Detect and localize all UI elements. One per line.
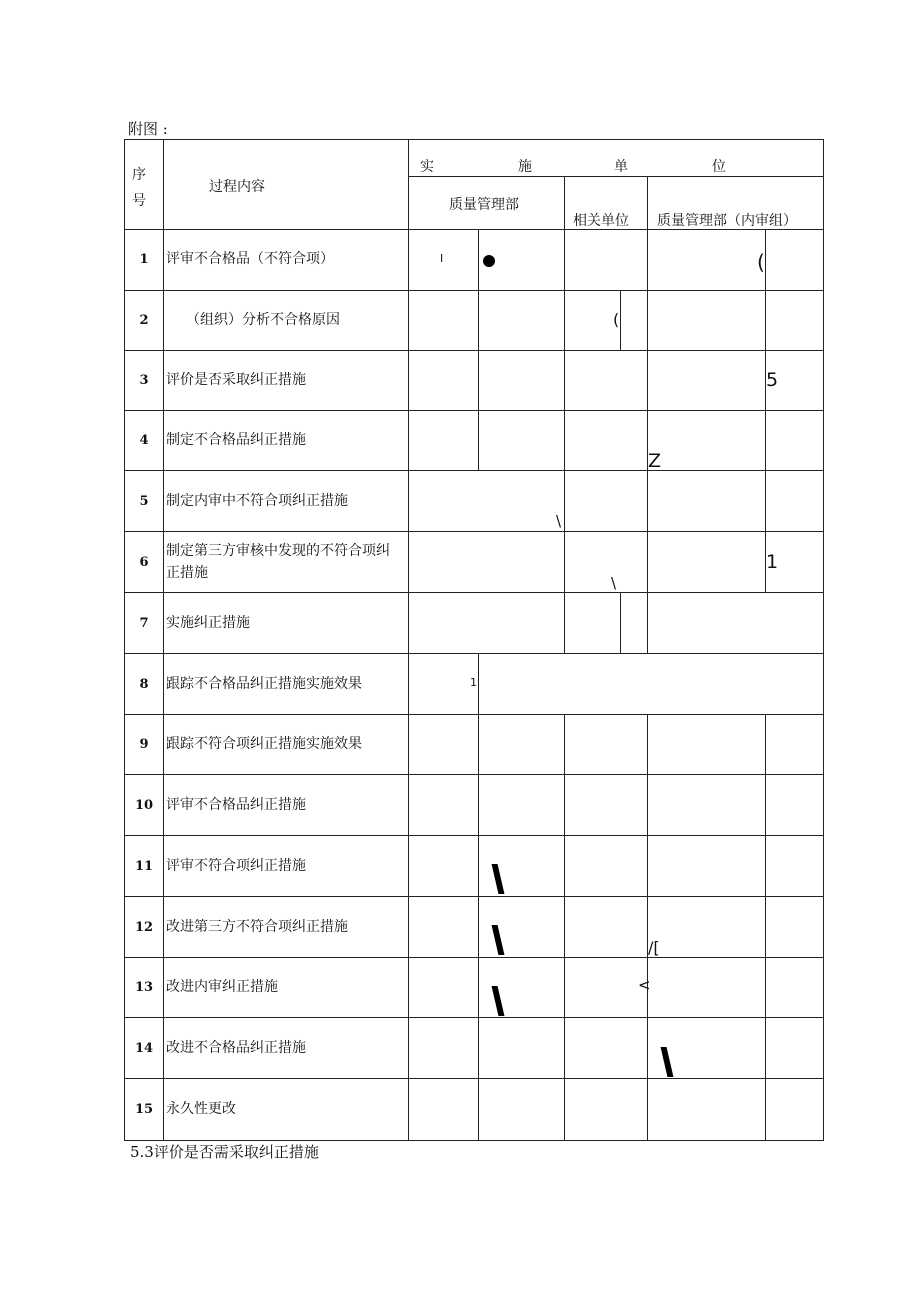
row-divider [124, 531, 824, 532]
row-content: 制定不合格品纠正措施 [166, 432, 306, 448]
backslash-mark: \ [611, 574, 617, 592]
row-divider [124, 653, 824, 654]
header-impl-char: 实 [420, 159, 434, 175]
row-content: 制定第三方审核中发现的不符合项纠正措施 [166, 543, 390, 581]
cell-divider [478, 653, 479, 1141]
row-content: （组织）分析不合格原因 [186, 312, 340, 328]
cell-divider [564, 714, 565, 1141]
table-top-border [124, 139, 824, 140]
row-number: 13 [134, 980, 154, 995]
row-content: 评审不合格品纠正措施 [166, 797, 306, 813]
less-than-mark: < [638, 976, 651, 994]
row-content: 改进第三方不符合项纠正措施 [166, 919, 348, 935]
row-content: 跟踪不合格品纠正措施实施效果 [166, 676, 362, 692]
header-related-unit: 相关单位 [573, 213, 629, 229]
header-seq-1: 序 [132, 167, 146, 183]
row-number: 5 [139, 494, 149, 509]
content-column-divider [408, 139, 409, 1141]
header-subdivider [408, 176, 824, 177]
row-number: 4 [139, 433, 149, 448]
figure-caption: 附图 : [128, 120, 168, 138]
backslash-mark: \ [556, 512, 562, 530]
row-content: 实施纠正措施 [166, 615, 250, 631]
cell-divider [478, 229, 479, 471]
bullet-dot-icon [483, 255, 495, 267]
cell-divider [647, 229, 648, 654]
row-divider [124, 410, 824, 411]
slash-stroke-icon [492, 864, 505, 894]
row-divider [124, 714, 824, 715]
row-content: 评价是否采取纠正措施 [166, 372, 306, 388]
row-divider [124, 1078, 824, 1079]
paren-mark: ( [757, 250, 765, 274]
row-content: 永久性更改 [166, 1101, 236, 1117]
header-impl-char: 单 [614, 159, 628, 175]
row-number: 15 [134, 1102, 154, 1117]
row-divider [124, 835, 824, 836]
section-heading: 5.3评价是否需采取纠正措施 [130, 1143, 319, 1161]
row-number: 3 [139, 373, 149, 388]
z-mark: Z [648, 450, 662, 472]
header-quality-dept: 质量管理部 [449, 197, 519, 213]
row-number: 12 [134, 920, 154, 935]
cell-divider [620, 290, 621, 351]
slash-bracket-mark: /[ [648, 938, 660, 957]
cell-divider [564, 470, 565, 653]
row-number: 11 [134, 859, 154, 874]
row-number: 6 [139, 555, 149, 570]
cell-divider [765, 714, 766, 1141]
row-number: 10 [134, 798, 154, 813]
row-number: 2 [139, 313, 149, 328]
row-content: 跟踪不符合项纠正措施实施效果 [166, 736, 362, 752]
table-right-border [823, 139, 824, 1141]
bar-mark: I [440, 252, 444, 265]
row-number: 14 [134, 1041, 154, 1056]
row-divider [124, 896, 824, 897]
row-content: 评审不合格品（不符合项） [166, 251, 334, 267]
cell-divider [564, 229, 565, 471]
header-col-divider [564, 176, 565, 230]
paren-mark: ( [613, 310, 620, 329]
row-number: 1 [139, 252, 149, 267]
header-seq-2: 号 [132, 193, 146, 209]
cell-divider [765, 229, 766, 593]
header-impl-char: 施 [518, 159, 532, 175]
row-divider [124, 470, 824, 471]
row-content: 改进内审纠正措施 [166, 979, 278, 995]
digit-mark: 5 [766, 369, 779, 391]
header-quality-audit: 质量管理部（内审组） [657, 213, 797, 229]
row-divider [124, 290, 824, 291]
slash-stroke-icon [492, 925, 505, 955]
row-divider [124, 592, 824, 593]
slash-stroke-icon [492, 986, 505, 1016]
header-process-content: 过程内容 [209, 179, 265, 195]
row-number: 9 [139, 737, 149, 752]
row-content: 制定内审中不符合项纠正措施 [166, 493, 348, 509]
row-content: 改进不合格品纠正措施 [166, 1040, 306, 1056]
row-divider [124, 350, 824, 351]
slash-stroke-icon [661, 1047, 674, 1077]
digit-mark: 1 [470, 676, 477, 689]
row-content: 评审不符合项纠正措施 [166, 858, 306, 874]
row-divider [124, 1017, 824, 1018]
row-number: 8 [139, 677, 149, 692]
row-number: 7 [139, 616, 149, 631]
header-col-divider [647, 176, 648, 230]
cell-divider [647, 714, 648, 1141]
header-impl-char: 位 [712, 159, 726, 175]
cell-divider [620, 592, 621, 653]
row-divider [124, 957, 824, 958]
row-divider [124, 774, 824, 775]
digit-mark: 1 [766, 551, 779, 573]
